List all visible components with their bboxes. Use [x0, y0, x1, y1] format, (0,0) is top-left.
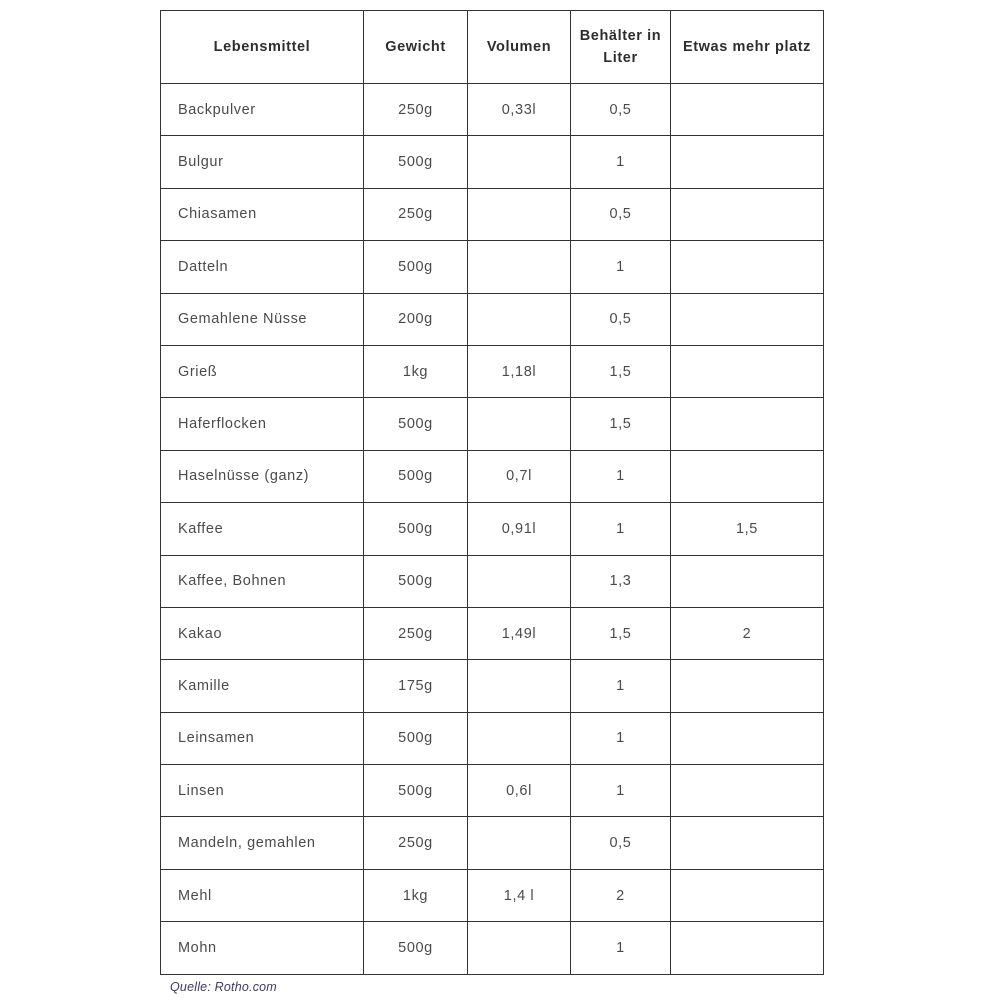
cell-value: 250g: [364, 84, 468, 136]
table-row: [161, 503, 824, 555]
cell-value: [671, 293, 824, 345]
cell-lebensmittel: Datteln: [161, 241, 364, 293]
cell-value: 0,5: [571, 84, 671, 136]
cell-value: 1: [571, 450, 671, 502]
table-row: [161, 712, 824, 764]
table-row: [161, 869, 824, 921]
cell-lebensmittel: Chiasamen: [161, 188, 364, 240]
cell-value: [468, 293, 571, 345]
table-row: [161, 817, 824, 869]
cell-value: [468, 398, 571, 450]
cell-value: [468, 136, 571, 188]
cell-value: [671, 660, 824, 712]
cell-value: 500g: [364, 712, 468, 764]
cell-value: 1kg: [364, 869, 468, 921]
cell-value: 1: [571, 712, 671, 764]
cell-value: 1: [571, 503, 671, 555]
cell-value: 1,5: [571, 607, 671, 659]
cell-value: [468, 555, 571, 607]
table-row: [161, 293, 824, 345]
cell-value: 0,5: [571, 817, 671, 869]
table-row: [161, 398, 824, 450]
cell-lebensmittel: Haferflocken: [161, 398, 364, 450]
cell-value: 500g: [364, 765, 468, 817]
cell-value: [468, 241, 571, 293]
cell-value: [671, 136, 824, 188]
column-header: Etwas mehr platz: [671, 11, 824, 84]
cell-value: 0,5: [571, 188, 671, 240]
cell-value: 0,5: [571, 293, 671, 345]
cell-value: 1kg: [364, 345, 468, 397]
table-row: [161, 136, 824, 188]
cell-lebensmittel: Backpulver: [161, 84, 364, 136]
cell-value: [468, 817, 571, 869]
cell-value: 0,7l: [468, 450, 571, 502]
cell-value: [671, 555, 824, 607]
cell-lebensmittel: Mandeln, gemahlen: [161, 817, 364, 869]
table-row: [161, 922, 824, 974]
cell-value: 2: [571, 869, 671, 921]
cell-value: 500g: [364, 503, 468, 555]
cell-value: 500g: [364, 241, 468, 293]
cell-value: [671, 712, 824, 764]
cell-lebensmittel: Haselnüsse (ganz): [161, 450, 364, 502]
cell-value: 1,18l: [468, 345, 571, 397]
cell-value: 2: [671, 607, 824, 659]
cell-value: 250g: [364, 188, 468, 240]
table-row: [161, 84, 824, 136]
cell-lebensmittel: Bulgur: [161, 136, 364, 188]
cell-value: [671, 922, 824, 974]
table-row: [161, 345, 824, 397]
cell-value: [468, 922, 571, 974]
cell-value: 1: [571, 922, 671, 974]
table-row: [161, 607, 824, 659]
table-row: [161, 555, 824, 607]
cell-value: 500g: [364, 398, 468, 450]
cell-value: 1,49l: [468, 607, 571, 659]
cell-value: [671, 188, 824, 240]
cell-value: 200g: [364, 293, 468, 345]
cell-value: 500g: [364, 922, 468, 974]
cell-value: [671, 765, 824, 817]
cell-value: 500g: [364, 555, 468, 607]
cell-value: [671, 84, 824, 136]
cell-lebensmittel: Gemahlene Nüsse: [161, 293, 364, 345]
table-row: [161, 660, 824, 712]
cell-value: [468, 660, 571, 712]
cell-lebensmittel: Mohn: [161, 922, 364, 974]
cell-lebensmittel: Kakao: [161, 607, 364, 659]
cell-value: 1,5: [671, 503, 824, 555]
column-header: Lebensmittel: [161, 11, 364, 84]
table-row: [161, 241, 824, 293]
cell-value: 250g: [364, 817, 468, 869]
cell-value: [468, 188, 571, 240]
cell-value: [671, 817, 824, 869]
cell-lebensmittel: Kaffee, Bohnen: [161, 555, 364, 607]
cell-value: 1,3: [571, 555, 671, 607]
cell-value: 0,91l: [468, 503, 571, 555]
cell-lebensmittel: Kamille: [161, 660, 364, 712]
cell-value: 1,4 l: [468, 869, 571, 921]
cell-value: 1,5: [571, 398, 671, 450]
cell-value: [671, 241, 824, 293]
column-header: Volumen: [468, 11, 571, 84]
source-note: Quelle: Rotho.com: [170, 980, 277, 994]
cell-lebensmittel: Grieß: [161, 345, 364, 397]
column-header: Gewicht: [364, 11, 468, 84]
cell-value: [671, 450, 824, 502]
cell-value: [468, 712, 571, 764]
cell-value: 175g: [364, 660, 468, 712]
cell-value: 1: [571, 136, 671, 188]
cell-lebensmittel: Leinsamen: [161, 712, 364, 764]
table-row: [161, 188, 824, 240]
cell-lebensmittel: Mehl: [161, 869, 364, 921]
cell-lebensmittel: Linsen: [161, 765, 364, 817]
food-storage-table: [160, 10, 824, 975]
cell-value: 1: [571, 241, 671, 293]
cell-value: 1: [571, 765, 671, 817]
table-row: [161, 450, 824, 502]
cell-value: 500g: [364, 450, 468, 502]
table-header-row: [161, 11, 824, 84]
cell-value: [671, 869, 824, 921]
cell-value: 0,6l: [468, 765, 571, 817]
cell-value: 250g: [364, 607, 468, 659]
column-header: Behälter in Liter: [571, 11, 671, 84]
cell-value: 0,33l: [468, 84, 571, 136]
cell-value: [671, 398, 824, 450]
cell-lebensmittel: Kaffee: [161, 503, 364, 555]
food-storage-table-container: [160, 10, 824, 975]
cell-value: 1: [571, 660, 671, 712]
table-row: [161, 765, 824, 817]
cell-value: 500g: [364, 136, 468, 188]
cell-value: 1,5: [571, 345, 671, 397]
cell-value: [671, 345, 824, 397]
